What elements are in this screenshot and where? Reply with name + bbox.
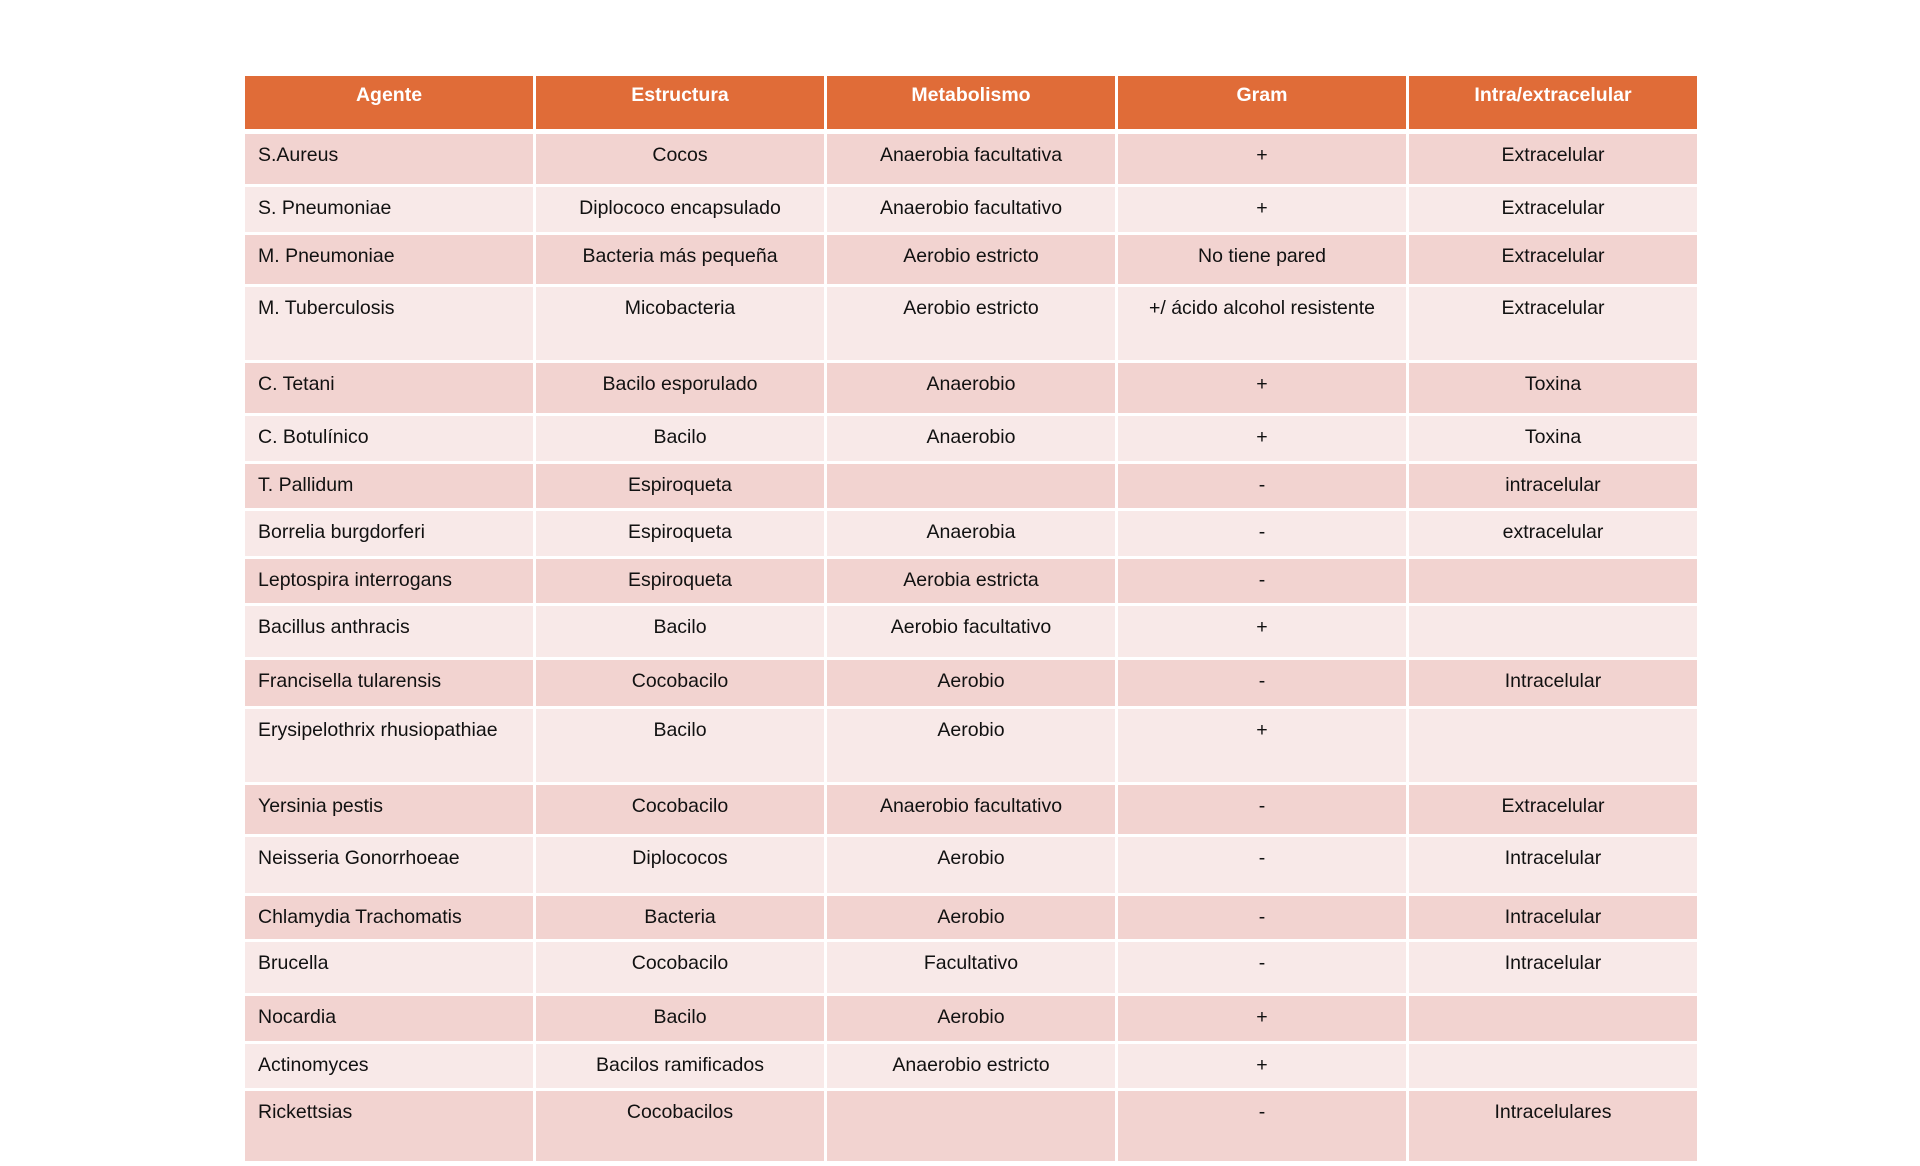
cell-estructura: Micobacteria bbox=[535, 286, 826, 362]
cell-estructura: Espiroqueta bbox=[535, 510, 826, 558]
table-row bbox=[244, 1043, 1699, 1090]
table-row bbox=[244, 1090, 1699, 1163]
cell-intra-extracelular: Toxina bbox=[1408, 362, 1699, 415]
table-row bbox=[244, 836, 1699, 895]
cell-agente: Erysipelothrix rhusiopathiae bbox=[244, 708, 535, 784]
cell-agente: Rickettsias bbox=[244, 1090, 535, 1163]
cell-estructura: Espiroqueta bbox=[535, 463, 826, 510]
cell-intra-extracelular: Intracelular bbox=[1408, 836, 1699, 895]
cell-intra-extracelular: Extracelular bbox=[1408, 234, 1699, 286]
cell-estructura: Bacilo bbox=[535, 415, 826, 463]
table-row bbox=[244, 941, 1699, 995]
cell-intra-extracelular: Extracelular bbox=[1408, 784, 1699, 836]
cell-estructura: Cocobacilos bbox=[535, 1090, 826, 1163]
cell-metabolismo: Anaerobio facultativo bbox=[826, 784, 1117, 836]
cell-metabolismo: Anaerobio bbox=[826, 362, 1117, 415]
cell-agente: Bacillus anthracis bbox=[244, 605, 535, 659]
cell-gram: No tiene pared bbox=[1117, 234, 1408, 286]
cell-agente: Neisseria Gonorrhoeae bbox=[244, 836, 535, 895]
cell-agente: C. Botulínico bbox=[244, 415, 535, 463]
cell-intra-extracelular bbox=[1408, 605, 1699, 659]
cell-gram: - bbox=[1117, 895, 1408, 941]
cell-agente: Francisella tularensis bbox=[244, 659, 535, 708]
header-metabolismo: Metabolismo bbox=[826, 75, 1117, 132]
cell-intra-extracelular bbox=[1408, 1043, 1699, 1090]
bacteria-table bbox=[242, 73, 1700, 1164]
table-row bbox=[244, 510, 1699, 558]
cell-gram: - bbox=[1117, 510, 1408, 558]
cell-gram: - bbox=[1117, 941, 1408, 995]
cell-intra-extracelular: Intracelular bbox=[1408, 941, 1699, 995]
cell-intra-extracelular: intracelular bbox=[1408, 463, 1699, 510]
table-header bbox=[244, 75, 1699, 132]
header-row bbox=[244, 75, 1699, 132]
cell-metabolismo: Aerobia estricta bbox=[826, 558, 1117, 605]
cell-agente: Leptospira interrogans bbox=[244, 558, 535, 605]
cell-metabolismo: Aerobio bbox=[826, 995, 1117, 1043]
cell-intra-extracelular: Extracelular bbox=[1408, 186, 1699, 234]
cell-estructura: Bacteria más pequeña bbox=[535, 234, 826, 286]
cell-gram: + bbox=[1117, 362, 1408, 415]
cell-estructura: Cocobacilo bbox=[535, 941, 826, 995]
cell-metabolismo: Anaerobio estricto bbox=[826, 1043, 1117, 1090]
cell-agente: Nocardia bbox=[244, 995, 535, 1043]
table-row bbox=[244, 605, 1699, 659]
cell-intra-extracelular: Extracelular bbox=[1408, 286, 1699, 362]
cell-metabolismo: Anaerobia bbox=[826, 510, 1117, 558]
cell-estructura: Bacilo bbox=[535, 995, 826, 1043]
cell-gram: - bbox=[1117, 659, 1408, 708]
cell-intra-extracelular: Toxina bbox=[1408, 415, 1699, 463]
cell-metabolismo: Aerobio estricto bbox=[826, 234, 1117, 286]
cell-metabolismo bbox=[826, 1090, 1117, 1163]
cell-metabolismo: Aerobio facultativo bbox=[826, 605, 1117, 659]
cell-agente: M. Pneumoniae bbox=[244, 234, 535, 286]
cell-gram: - bbox=[1117, 836, 1408, 895]
table-row bbox=[244, 895, 1699, 941]
cell-agente: Chlamydia Trachomatis bbox=[244, 895, 535, 941]
cell-metabolismo: Aerobio bbox=[826, 708, 1117, 784]
header-agente: Agente bbox=[244, 75, 535, 132]
cell-metabolismo: Anaerobio facultativo bbox=[826, 186, 1117, 234]
cell-metabolismo: Anaerobio bbox=[826, 415, 1117, 463]
cell-metabolismo: Aerobio bbox=[826, 659, 1117, 708]
cell-metabolismo bbox=[826, 463, 1117, 510]
cell-metabolismo: Anaerobia facultativa bbox=[826, 132, 1117, 186]
cell-intra-extracelular bbox=[1408, 995, 1699, 1043]
cell-gram: +/ ácido alcohol resistente bbox=[1117, 286, 1408, 362]
cell-agente: Yersinia pestis bbox=[244, 784, 535, 836]
cell-agente: Brucella bbox=[244, 941, 535, 995]
header-intra-extracelular: Intra/extracelular bbox=[1408, 75, 1699, 132]
cell-metabolismo: Aerobio estricto bbox=[826, 286, 1117, 362]
cell-gram: + bbox=[1117, 995, 1408, 1043]
cell-estructura: Bacilo bbox=[535, 708, 826, 784]
table-row bbox=[244, 995, 1699, 1043]
cell-gram: + bbox=[1117, 708, 1408, 784]
cell-intra-extracelular: Intracelular bbox=[1408, 895, 1699, 941]
cell-gram: - bbox=[1117, 463, 1408, 510]
cell-gram: + bbox=[1117, 132, 1408, 186]
cell-estructura: Bacilo esporulado bbox=[535, 362, 826, 415]
header-gram: Gram bbox=[1117, 75, 1408, 132]
cell-metabolismo: Aerobio bbox=[826, 895, 1117, 941]
table-row bbox=[244, 234, 1699, 286]
table-row bbox=[244, 132, 1699, 186]
cell-agente: S. Pneumoniae bbox=[244, 186, 535, 234]
bacteria-table-container bbox=[242, 73, 1697, 1164]
cell-agente: Actinomyces bbox=[244, 1043, 535, 1090]
cell-intra-extracelular: Extracelular bbox=[1408, 132, 1699, 186]
cell-agente: C. Tetani bbox=[244, 362, 535, 415]
table-row bbox=[244, 286, 1699, 362]
table-row bbox=[244, 659, 1699, 708]
cell-gram: - bbox=[1117, 558, 1408, 605]
cell-estructura: Bacilo bbox=[535, 605, 826, 659]
table-row bbox=[244, 784, 1699, 836]
table-row bbox=[244, 362, 1699, 415]
cell-gram: + bbox=[1117, 605, 1408, 659]
cell-gram: + bbox=[1117, 186, 1408, 234]
table-row bbox=[244, 708, 1699, 784]
cell-estructura: Diplococos bbox=[535, 836, 826, 895]
cell-gram: + bbox=[1117, 415, 1408, 463]
cell-estructura: Cocobacilo bbox=[535, 784, 826, 836]
cell-intra-extracelular bbox=[1408, 708, 1699, 784]
cell-gram: - bbox=[1117, 1090, 1408, 1163]
cell-intra-extracelular: extracelular bbox=[1408, 510, 1699, 558]
table-row bbox=[244, 415, 1699, 463]
cell-estructura: Espiroqueta bbox=[535, 558, 826, 605]
cell-agente: S.Aureus bbox=[244, 132, 535, 186]
cell-estructura: Cocos bbox=[535, 132, 826, 186]
cell-intra-extracelular: Intracelular bbox=[1408, 659, 1699, 708]
cell-estructura: Bacilos ramificados bbox=[535, 1043, 826, 1090]
cell-gram: - bbox=[1117, 784, 1408, 836]
cell-estructura: Cocobacilo bbox=[535, 659, 826, 708]
cell-gram: + bbox=[1117, 1043, 1408, 1090]
table-body bbox=[244, 132, 1699, 1163]
cell-metabolismo: Aerobio bbox=[826, 836, 1117, 895]
cell-estructura: Diplococo encapsulado bbox=[535, 186, 826, 234]
cell-metabolismo: Facultativo bbox=[826, 941, 1117, 995]
cell-estructura: Bacteria bbox=[535, 895, 826, 941]
cell-intra-extracelular bbox=[1408, 558, 1699, 605]
cell-agente: T. Pallidum bbox=[244, 463, 535, 510]
table-row bbox=[244, 558, 1699, 605]
table-row bbox=[244, 463, 1699, 510]
cell-intra-extracelular: Intracelulares bbox=[1408, 1090, 1699, 1163]
header-estructura: Estructura bbox=[535, 75, 826, 132]
table-row bbox=[244, 186, 1699, 234]
cell-agente: M. Tuberculosis bbox=[244, 286, 535, 362]
cell-agente: Borrelia burgdorferi bbox=[244, 510, 535, 558]
